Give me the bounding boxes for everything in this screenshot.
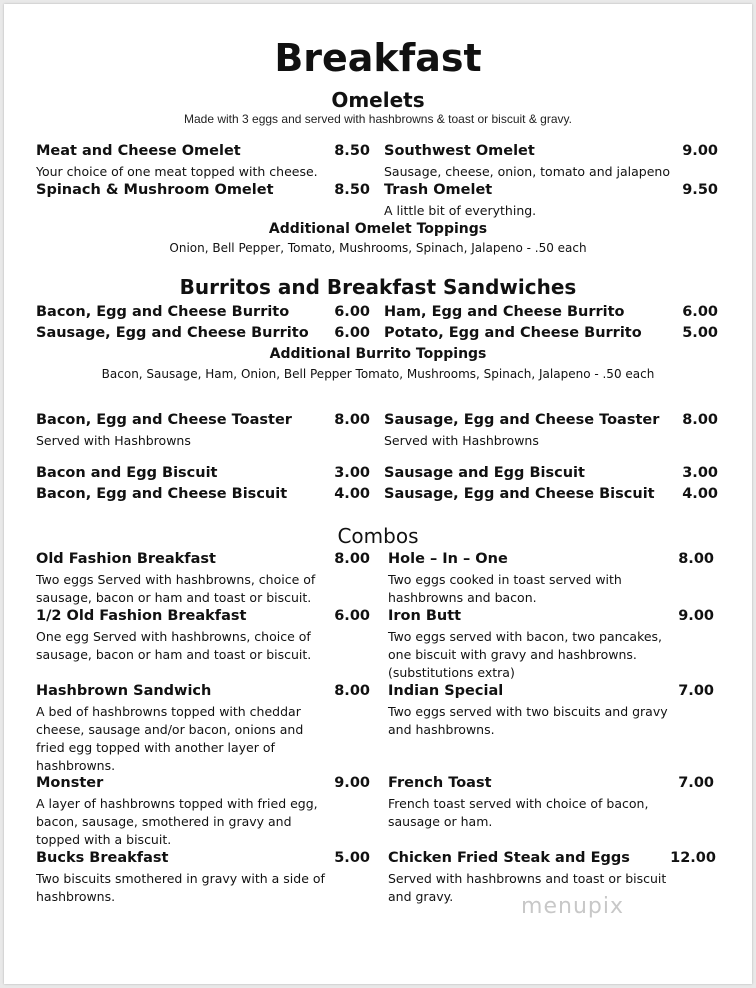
menu-item-name: Bucks Breakfast <box>36 850 169 866</box>
menu-item-name: Sausage, Egg and Cheese Biscuit <box>384 486 655 502</box>
menu-item-name: Potato, Egg and Cheese Burrito <box>384 325 642 341</box>
menu-item-price: 8.00 <box>334 412 370 428</box>
menu-item-name: Sausage, Egg and Cheese Burrito <box>36 325 309 341</box>
menu-item-desc: Two biscuits smothered in gravy with a side of hashbrowns. <box>36 871 325 904</box>
menu-item-price: 6.00 <box>334 608 370 624</box>
omelet-toppings-list: Onion, Bell Pepper, Tomato, Mushrooms, Spinach, Jalapeno - .50 each <box>169 241 587 255</box>
menu-item-desc: French toast served with choice of bacon, sausage or ham. <box>388 796 649 829</box>
menu-item-price: 8.50 <box>334 182 370 198</box>
menu-item-price: 7.00 <box>678 775 714 791</box>
menu-item-desc: Sausage, cheese, onion, tomato and jalapeno <box>384 164 671 179</box>
menu-item-name: Sausage, Egg and Cheese Toaster <box>384 412 660 428</box>
menu-item-price: 8.00 <box>678 551 714 567</box>
section-heading-combos: Combos <box>337 524 419 548</box>
menu-item-desc: Served with Hashbrowns <box>384 433 539 448</box>
menu-item-name: Bacon and Egg Biscuit <box>36 465 218 481</box>
menu-item-desc: Two eggs cooked in toast served with hashbrowns and bacon. <box>388 572 622 605</box>
menu-item-desc: One egg Served with hashbrowns, choice of sausage, bacon or ham and toast or biscuit. <box>36 629 312 662</box>
menu-item-price: 7.00 <box>678 683 714 699</box>
menu-item-name: Ham, Egg and Cheese Burrito <box>384 304 625 320</box>
section-heading-omelets: Omelets <box>331 88 425 112</box>
menu-page <box>4 4 752 984</box>
menu-item-price: 9.00 <box>678 608 714 624</box>
menu-item-price: 8.00 <box>334 683 370 699</box>
menu-item-desc: Two eggs served with two biscuits and gravy and hashbrowns. <box>388 704 668 737</box>
menu-item-name: Bacon, Egg and Cheese Burrito <box>36 304 290 320</box>
menu-item-desc: A little bit of everything. <box>384 203 537 218</box>
menu-item-name: Indian Special <box>388 683 504 699</box>
menu-item-price: 6.00 <box>334 304 370 320</box>
menu-item-name: Bacon, Egg and Cheese Toaster <box>36 412 292 428</box>
menu-item-name: Monster <box>36 775 104 791</box>
section-heading-burritos: Burritos and Breakfast Sandwiches <box>179 275 577 299</box>
menu-item-desc: Two eggs served with bacon, two pancakes, one biscuit with gravy and hashbrowns. (substitutions extra) <box>388 629 663 680</box>
menu-item-desc: A layer of hashbrowns topped with fried egg, bacon, sausage, smothered in gravy and topped with a biscuit. <box>36 796 318 847</box>
menu-item-name: Sausage and Egg Biscuit <box>384 465 585 481</box>
menu-item-price: 4.00 <box>334 486 370 502</box>
omelets-note: Made with 3 eggs and served with hashbrowns & toast or biscuit & gravy. <box>184 112 572 126</box>
menu-item-price: 9.50 <box>682 182 718 198</box>
menu-item-price: 8.00 <box>334 551 370 567</box>
menu-item-name: Spinach & Mushroom Omelet <box>36 182 274 198</box>
menu-item-desc: A bed of hashbrowns topped with cheddar cheese, sausage and/or bacon, onions and fried egg topped with another layer of hashbrowns. <box>36 704 304 773</box>
menu-item-desc: Two eggs Served with hashbrowns, choice of sausage, bacon or ham and toast or biscuit. <box>36 572 316 605</box>
burrito-toppings-heading: Additional Burrito Toppings <box>269 346 487 362</box>
omelet-toppings-heading: Additional Omelet Toppings <box>268 221 488 237</box>
menu-item-name: Iron Butt <box>388 608 462 624</box>
menu-item-name: Chicken Fried Steak and Eggs <box>388 850 630 866</box>
menu-item-name: Trash Omelet <box>384 182 493 198</box>
burrito-toppings-list: Bacon, Sausage, Ham, Onion, Bell Pepper Tomato, Mushrooms, Spinach, Jalapeno - .50 each <box>101 367 655 381</box>
menu-item-desc: Served with hashbrowns and toast or biscuit and gravy. <box>388 871 667 904</box>
menu-item-price: 8.00 <box>682 412 718 428</box>
menu-item-name: French Toast <box>388 775 492 791</box>
menu-item-name: Old Fashion Breakfast <box>36 551 216 567</box>
menu-item-price: 5.00 <box>682 325 718 341</box>
menu-item-price: 4.00 <box>682 486 718 502</box>
menu-item-name: Bacon, Egg and Cheese Biscuit <box>36 486 288 502</box>
menu-item-price: 12.00 <box>670 850 716 866</box>
menu-title: Breakfast <box>274 36 482 80</box>
menu-item-price: 9.00 <box>334 775 370 791</box>
menu-item-name: Hole – In – One <box>388 551 508 567</box>
menu-item-price: 5.00 <box>334 850 370 866</box>
menu-item-price: 8.50 <box>334 143 370 159</box>
menu-item-name: 1/2 Old Fashion Breakfast <box>36 608 247 624</box>
menupix-watermark: menupix <box>521 894 624 919</box>
menu-item-price: 3.00 <box>682 465 718 481</box>
menu-item-price: 6.00 <box>682 304 718 320</box>
menu-item-price: 3.00 <box>334 465 370 481</box>
menu-item-price: 9.00 <box>682 143 718 159</box>
menu-item-price: 6.00 <box>334 325 370 341</box>
menu-item-desc: Served with Hashbrowns <box>36 433 191 448</box>
menu-item-name: Southwest Omelet <box>384 143 535 159</box>
menu-item-name: Meat and Cheese Omelet <box>36 143 241 159</box>
menu-item-desc: Your choice of one meat topped with cheese. <box>36 164 318 179</box>
menu-item-name: Hashbrown Sandwich <box>36 683 212 699</box>
